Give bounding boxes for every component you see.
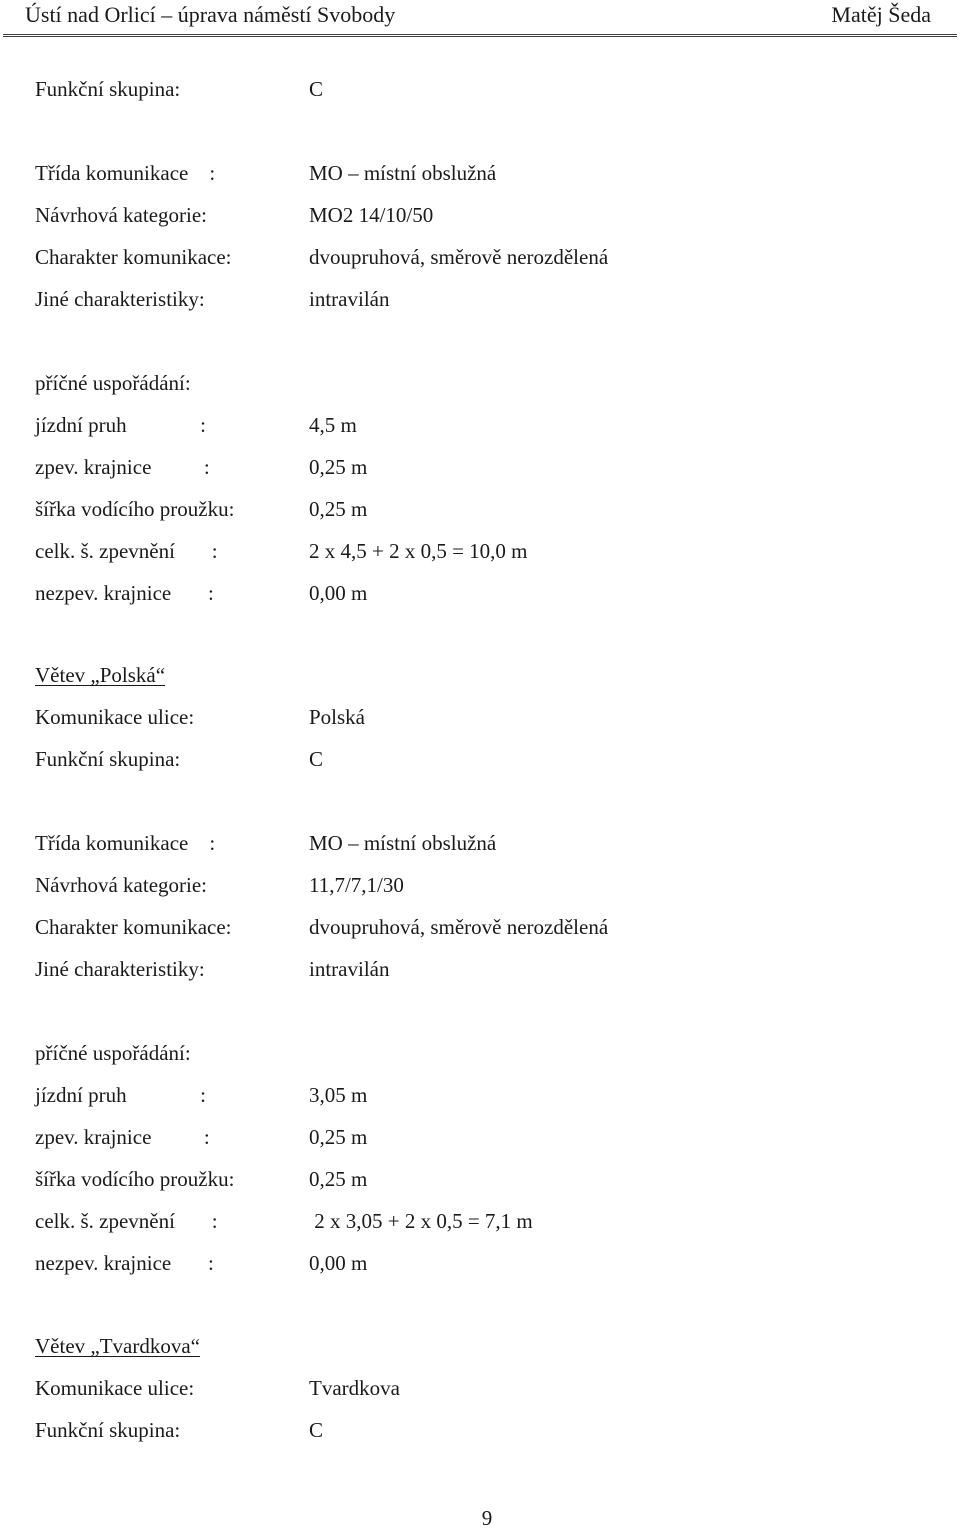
header-title: Ústí nad Orlicí – úprava náměstí Svobody xyxy=(25,2,396,27)
s1-sirka-row xyxy=(0,494,960,524)
field-label: Funkční skupina: xyxy=(35,1418,181,1442)
field-label: Třída komunikace : xyxy=(35,161,216,185)
s2-jizdni-pruh-row xyxy=(0,1080,960,1110)
field-value: dvoupruhová, směrově nerozdělená xyxy=(309,915,609,939)
s2-sirka-row xyxy=(0,1164,960,1194)
s1-trida-row xyxy=(0,158,960,188)
s2-komunikace-row xyxy=(0,702,960,732)
page-number: 9 xyxy=(481,1506,493,1530)
s2-zpev-krajnice-row xyxy=(0,1122,960,1152)
s2-pricne-row xyxy=(0,1038,960,1068)
field-label: Jiné charakteristiky: xyxy=(35,957,205,981)
field-label: zpev. krajnice : xyxy=(35,455,210,479)
field-label: nezpev. krajnice : xyxy=(35,581,214,605)
field-label: Návrhová kategorie: xyxy=(35,203,208,227)
field-label: Funkční skupina: xyxy=(35,747,181,771)
subsection-title: příčné uspořádání: xyxy=(35,371,191,395)
field-label: Komunikace ulice: xyxy=(35,1376,195,1400)
field-value: 0,00 m xyxy=(309,1251,368,1275)
field-label: jízdní pruh : xyxy=(35,413,206,437)
field-value: 0,25 m xyxy=(309,497,368,521)
field-value: C xyxy=(309,747,324,771)
field-label: Charakter komunikace: xyxy=(35,915,232,939)
field-label: zpev. krajnice : xyxy=(35,1125,210,1149)
field-value: MO – místní obslužná xyxy=(309,831,497,855)
s1-jine-row xyxy=(0,284,960,314)
field-value: Tvardkova xyxy=(309,1376,400,1400)
field-label: Komunikace ulice: xyxy=(35,705,195,729)
field-label: Charakter komunikace: xyxy=(35,245,232,269)
s1-nezpev-row xyxy=(0,578,960,608)
field-label: celk. š. zpevnění : xyxy=(35,1209,218,1233)
s2-funkcni-skupina-row xyxy=(0,744,960,774)
field-label: Třída komunikace : xyxy=(35,831,216,855)
s2-charakter-row xyxy=(0,912,960,942)
s1-zpev-krajnice-row xyxy=(0,452,960,482)
field-value: dvoupruhová, směrově nerozdělená xyxy=(309,245,609,269)
header-author: Matěj Šeda xyxy=(831,2,931,27)
field-value: 2 x 4,5 + 2 x 0,5 = 10,0 m xyxy=(309,539,528,563)
subsection-title: příčné uspořádání: xyxy=(35,1041,191,1065)
s3-funkcni-skupina-row xyxy=(0,1415,960,1445)
section-heading-tvardkova: Větev „Tvardkova“ xyxy=(35,1334,200,1358)
field-label: Návrhová kategorie: xyxy=(35,873,208,897)
field-value: MO – místní obslužná xyxy=(309,161,497,185)
field-label: šířka vodícího proužku: xyxy=(35,1167,235,1191)
s1-navrhova-row xyxy=(0,200,960,230)
field-value: 3,05 m xyxy=(309,1083,368,1107)
field-value: Polská xyxy=(309,705,366,729)
field-label: nezpev. krajnice : xyxy=(35,1251,214,1275)
field-label: Funkční skupina: xyxy=(35,77,181,101)
section-heading-polska: Větev „Polská“ xyxy=(35,663,166,687)
field-value: 4,5 m xyxy=(309,413,357,437)
s1-celk-row xyxy=(0,536,960,566)
field-value: 2 x 3,05 + 2 x 0,5 = 7,1 m xyxy=(309,1209,533,1233)
field-value: C xyxy=(309,1418,324,1442)
s1-pricne-row xyxy=(0,368,960,398)
field-value: 0,25 m xyxy=(309,1125,368,1149)
field-label: celk. š. zpevnění : xyxy=(35,539,218,563)
s1-jizdni-pruh-row xyxy=(0,410,960,440)
field-label: Jiné charakteristiky: xyxy=(35,287,205,311)
s1-charakter-row xyxy=(0,242,960,272)
field-value: MO2 14/10/50 xyxy=(309,203,434,227)
s2-trida-row xyxy=(0,828,960,858)
s3-komunikace-row xyxy=(0,1373,960,1403)
s2-nezpev-row xyxy=(0,1248,960,1278)
s2-celk-row xyxy=(0,1206,960,1236)
field-value: 0,25 m xyxy=(309,1167,368,1191)
field-value: 11,7/7,1/30 xyxy=(309,873,404,897)
s1-funkcni-skupina-row xyxy=(0,74,960,104)
field-value: intravilán xyxy=(309,287,390,311)
field-label: šířka vodícího proužku: xyxy=(35,497,235,521)
s2-navrhova-row xyxy=(0,870,960,900)
page-header xyxy=(3,0,957,37)
field-value: 0,25 m xyxy=(309,455,368,479)
field-value: 0,00 m xyxy=(309,581,368,605)
field-label: jízdní pruh : xyxy=(35,1083,206,1107)
s2-jine-row xyxy=(0,954,960,984)
field-value: C xyxy=(309,77,324,101)
field-value: intravilán xyxy=(309,957,390,981)
